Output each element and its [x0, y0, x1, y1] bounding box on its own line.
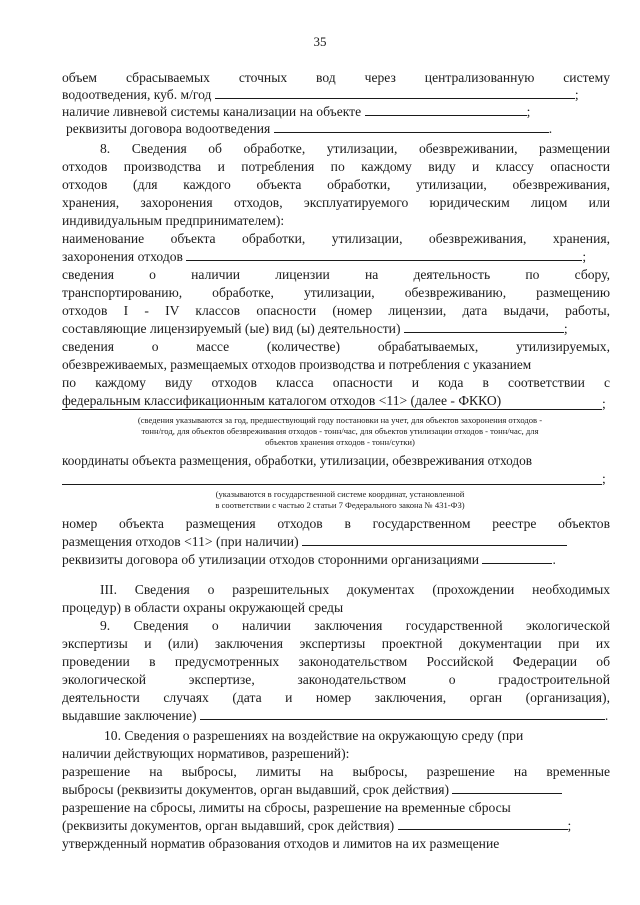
text-line: размещения отходов <11> (при наличии): [62, 533, 610, 551]
text-line: утвержденный норматив образования отходов и лимитов на их размещение: [62, 836, 500, 851]
text-line: по каждому виду отходов класса опасности и кода в соответствии с: [62, 375, 610, 390]
text-line: сведения о наличии лицензии на деятельность по сбору,: [62, 267, 610, 282]
text-line: деятельности случаях (дата и номер заключения, орган (организация),: [62, 690, 610, 705]
text-line: обезвреживаемых, размещаемых отходов производства и потребления с указанием: [62, 357, 532, 372]
text-line: ;: [602, 471, 606, 486]
section-8-heading: 8. Сведения об обработке, утилизации, обезвреживании, размещении: [100, 141, 610, 156]
text-line: индивидуальным предпринимателем):: [62, 213, 285, 228]
text-line: объем сбрасываемых сточных вод через централизованную систему: [62, 70, 610, 85]
section-3-heading: III. Сведения о разрешительных документах (прохождении необходимых: [100, 582, 610, 597]
text-line: разрешение на выбросы, лимиты на выбросы, разрешение на временные: [62, 764, 610, 779]
footnote-mass: (сведения указываются за год, предшествующий году постановки на учет, для объектов захоронения отходов -: [137, 415, 543, 425]
footnote-mass: объектов хранения отходов - тонн/сутки): [265, 437, 415, 447]
text-line: ;: [602, 396, 606, 411]
text-line: (реквизиты документов, орган выдавший, срок действия) ;: [62, 818, 572, 833]
text-line: разрешение на сбросы, лимиты на сбросы, разрешение на временные сбросы: [62, 800, 511, 815]
fill-line: [62, 409, 602, 410]
text-line: хранения, захоронения отходов, эксплуатируемого юридическим лицом или: [62, 195, 610, 210]
text-line: реквизиты договора об утилизации отходов сторонними организациями .: [62, 552, 556, 567]
section-10-heading: 10. Сведения о разрешениях на воздействие на окружающую среду (при: [104, 728, 524, 743]
footnote-coords: (указываются в государственной системе координат, установленной: [215, 489, 465, 499]
text-line: наименование объекта обработки, утилизации, обезвреживания, хранения,: [62, 231, 610, 246]
text-line: федеральным классификационным каталогом отходов <11> (далее - ФККО): [62, 393, 502, 408]
text-line: проведении в предусмотренных законодательством Российской Федерации об: [62, 654, 610, 669]
fill-line: [62, 484, 602, 485]
text-line: отходов I - IV классов опасности (номер лицензии, дата выдачи, работы,: [62, 303, 610, 318]
footnote-coords: в соответствии с частью 2 статьи 7 Федерального закона № 431-ФЗ): [215, 500, 465, 510]
footnote-mass: тонн/год, для объектов обезвреживания отходов - тонн/час, для объектов утилизации отходов - тонн/час, для: [141, 426, 539, 436]
text-line: наличии действующих нормативов, разрешений):: [62, 746, 350, 761]
text-line: реквизиты договора водоотведения .: [66, 121, 553, 136]
text-line: процедур) в области охраны окружающей среды: [62, 600, 344, 615]
text-line: координаты объекта размещения, обработки, утилизации, обезвреживания отходов: [62, 453, 533, 468]
section-9-heading: 9. Сведения о наличии заключения государственной экологической: [100, 618, 610, 633]
text-line: водоотведения, куб. м/год ;: [62, 87, 579, 102]
text-line: экспертизы и (или) заключения экспертизы проектной документации при их: [62, 636, 610, 651]
text-line: транспортированию, обработке, утилизации, обезвреживанию, размещению: [62, 285, 610, 300]
text-line: отходов производства и потребления по каждому виду и классу опасности: [62, 159, 610, 174]
text-line: сведения о массе (количестве) обрабатываемых, утилизируемых,: [62, 339, 610, 354]
text-line: выдавшие заключение) .: [62, 708, 609, 723]
text-line: отходов (для каждого объекта обработки, утилизации, обезвреживания,: [62, 177, 610, 192]
text-line: наличие ливневой системы канализации на объекте ;: [62, 104, 531, 119]
text-line: экологической экспертизе, законодательством о градостроительной: [62, 672, 610, 687]
text-line: составляющие лицензируемый (ые) вид (ы) деятельности) ;: [62, 321, 568, 336]
text-line: номер объекта размещения отходов в государственном реестре объектов: [62, 516, 610, 531]
text-line: захоронения отходов ;: [62, 249, 587, 264]
text-line: выбросы (реквизиты документов, орган выдавший, срок действия): [62, 781, 610, 799]
page-number: 35: [313, 34, 327, 49]
